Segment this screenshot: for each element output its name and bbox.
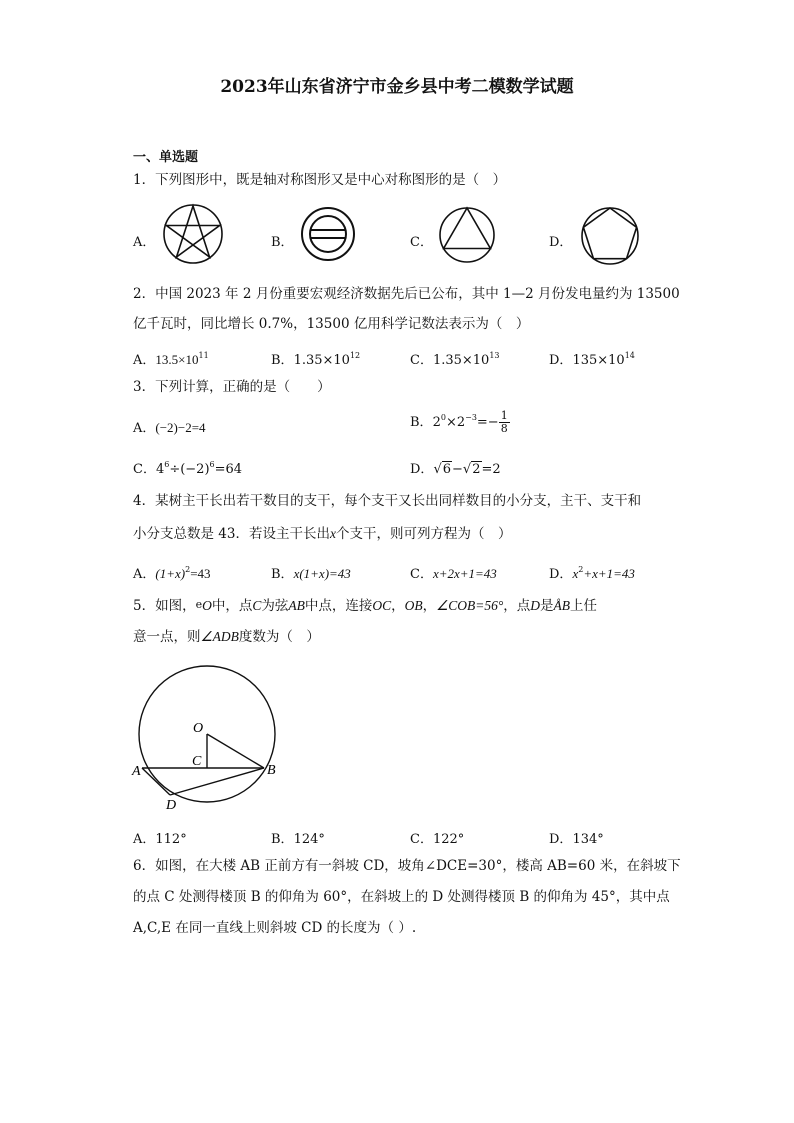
q3-option-c-p3: =64 [214, 462, 243, 477]
q6-stem-line-2: 的点 C 处测得楼顶 B 的仰角为 60°，在斜坡上的 D 处测得楼顶 B 的仰角为 45°，其中点 [133, 889, 670, 905]
q5-option-a-label: A． [133, 832, 156, 847]
q2-option-a-label: A． [133, 353, 156, 368]
q3-option-b-fraction [499, 410, 510, 435]
q4-option-c-label: C． [410, 567, 433, 582]
q5-angle-adb: ∠ADB [200, 629, 239, 644]
page-title: 2023年山东省济宁市金乡县中考二模数学试题 [220, 77, 574, 97]
sqrt-icon: √ [433, 462, 442, 477]
q3-option-c-label: C． [133, 462, 156, 477]
q5-s2: 中，点 [211, 598, 253, 614]
q5-option-c[interactable] [410, 828, 464, 847]
q4-option-a-label: A． [133, 567, 156, 582]
q3-option-d-label: D． [410, 462, 434, 477]
q1-figure-d-pentagon-in-circle [580, 206, 640, 266]
sqrt-icon: √ [462, 462, 472, 477]
q5-angle-cob: ∠COB=56° [436, 598, 504, 613]
q3-stem: 3．下列计算，正确的是（ ） [133, 379, 331, 395]
q2-option-c-base: 1.35×10 [432, 353, 490, 368]
q3-option-b-numerator: 1 [500, 409, 508, 422]
q5-segment-db [170, 768, 264, 795]
q4-option-c-pre: x+2x+1=43 [432, 566, 497, 581]
q4-option-d[interactable] [549, 563, 635, 582]
q3-option-d-minus: − [452, 462, 463, 477]
q3-option-d-radicand-2: 2 [472, 462, 481, 477]
q4-stem-line-2a: 小分支总数是 43．若设主干长出 [133, 526, 330, 542]
q3-option-a[interactable] [133, 417, 206, 436]
q5-label-c: C [192, 754, 202, 769]
q5-option-a[interactable] [133, 828, 187, 847]
q3-option-b-p2: ×2 [445, 415, 466, 431]
q3-option-b-p2exp: −3 [465, 413, 477, 423]
q5-stem-line-1 [133, 599, 597, 614]
q3-option-b[interactable] [410, 410, 510, 435]
q1-option-c-label[interactable]: C． [410, 235, 433, 250]
circle-symbol-icon: e [195, 598, 203, 611]
q4-stem-line-2 [133, 527, 511, 542]
q2-stem-line-1: 2．中国 2023 年 2 月份重要宏观经济数据先后已公布，其中 1—2 月份发电量约为 13500 [133, 286, 680, 302]
q5-segment-ob [207, 734, 264, 768]
q4-option-b-label: B． [271, 567, 294, 582]
q5-label-d: D [166, 798, 177, 813]
q2-option-d-label: D． [549, 353, 573, 368]
q2-option-c[interactable] [410, 349, 500, 368]
q4-option-b[interactable] [271, 563, 351, 582]
q5-option-b-label: B． [271, 832, 294, 847]
q2-option-d[interactable] [549, 349, 635, 368]
q3-option-d-radicand-1: 6 [442, 462, 452, 477]
q5-option-c-value: 122° [432, 832, 465, 847]
q4-option-d-label: D． [549, 567, 573, 582]
q3-option-b-label: B． [410, 415, 433, 431]
q4-option-b-pre: x(1+x)=43 [293, 566, 351, 581]
q2-option-b-base: 1.35×10 [293, 353, 350, 368]
q5-label-a: A [132, 764, 141, 779]
q4-option-a[interactable] [133, 563, 211, 582]
q3-option-a-label: A． [133, 421, 156, 436]
q3-option-c-p2: ÷(−2) [169, 462, 210, 477]
q5-label-b: B [267, 763, 276, 778]
q4-option-d-pre: x [572, 566, 579, 581]
q3-option-d-result: =2 [481, 462, 501, 477]
q2-option-d-exp: 14 [624, 351, 635, 360]
q1-option-a-label[interactable]: A． [133, 235, 156, 250]
q4-option-a-exp: 2 [185, 565, 191, 574]
q5-comma1: ， [391, 598, 405, 614]
q3-option-d[interactable] [410, 458, 501, 477]
q4-option-a-post: =43 [190, 566, 211, 581]
q3-option-a-expr: (−2)−2=4 [155, 420, 206, 435]
q1-option-b-label[interactable]: B． [271, 235, 294, 250]
q5-option-d-value: 134° [572, 832, 604, 847]
q5-s7: 上任 [570, 598, 598, 614]
q5-option-a-value: 112° [155, 832, 187, 847]
q5-line2a: 意一点，则 [133, 629, 201, 645]
q5-s3: 为弦 [261, 598, 289, 614]
q5-OC: OC [372, 598, 392, 613]
q4-option-d-exp: 2 [578, 565, 584, 574]
q4-stem-line-2b: 个支干，则可列方程为（ ） [335, 526, 512, 542]
q2-option-b-exp: 12 [349, 351, 361, 360]
q4-variable-x: x [329, 526, 336, 541]
q5-O: O [202, 598, 212, 613]
q1-stem: 1．下列图形中，既是轴对称图形又是中心对称图形的是（ ） [133, 172, 507, 188]
q5-option-b[interactable] [271, 828, 325, 847]
q3-option-c-p1: 4 [155, 462, 165, 477]
q2-option-d-base: 135×10 [572, 353, 625, 368]
q2-option-a-exp: 11 [198, 351, 209, 360]
q5-OB: OB [404, 598, 423, 613]
q6-stem-line-3: A,C,E 在同一直线上则斜坡 CD 的长度为（ ）. [133, 920, 417, 936]
q3-option-c-p1exp: 6 [164, 460, 170, 469]
q3-option-b-denominator: 8 [500, 422, 508, 436]
q5-AB: AB [288, 598, 305, 613]
q2-option-c-exp: 13 [489, 351, 500, 360]
q5-option-c-label: C． [410, 832, 433, 847]
q5-line2b: 度数为（ ） [238, 629, 320, 645]
q4-stem-line-1: 4．某树主干长出若干数目的支干，每个支干又长出同样数目的小分支，主干、支干和 [133, 493, 642, 509]
q6-stem-line-1: 6．如图，在大楼 AB 正前方有一斜坡 CD，坡角∠DCE=30°，楼高 AB=60 米，在斜坡下 [133, 858, 681, 874]
q3-option-b-p1: 2 [432, 415, 441, 431]
q5-s5: ，点 [503, 598, 531, 614]
q5-segment-ad [142, 768, 170, 795]
q1-figure-c-triangle-in-circle [438, 206, 496, 264]
q5-D: D [530, 598, 541, 613]
q5-arc-ab: ÅB [553, 598, 571, 613]
q5-option-d[interactable] [549, 828, 604, 847]
q3-option-c-p2exp: 6 [209, 460, 215, 469]
q5-stem-line-2 [133, 630, 320, 645]
q5-label-o: O [193, 721, 204, 736]
q1-option-d-label[interactable]: D． [549, 235, 573, 250]
q2-option-b-label: B． [271, 353, 294, 368]
q2-option-c-label: C． [410, 353, 433, 368]
q5-s4: 中点，连接 [304, 598, 373, 614]
section-heading: 一、单选题 [133, 150, 199, 165]
q5-geometry-figure [130, 660, 290, 820]
q4-option-d-post: +x+1=43 [583, 566, 635, 581]
q4-option-a-pre: (1+x) [155, 566, 186, 581]
q1-figure-a-star-in-circle [162, 203, 224, 265]
q3-option-b-p3: =− [476, 415, 499, 431]
q5-C: C [252, 598, 262, 613]
q2-option-a[interactable] [133, 349, 209, 368]
q5-s6: 是 [540, 598, 554, 614]
q5-s1: 5．如图， [133, 598, 196, 614]
q4-option-c[interactable] [410, 563, 497, 582]
q2-option-b[interactable] [271, 349, 360, 368]
q5-option-b-value: 124° [293, 832, 325, 847]
q2-option-a-base: 13.5×10 [155, 352, 199, 367]
q3-option-b-p1exp: 0 [440, 413, 446, 423]
q5-comma2: ， [422, 598, 437, 614]
q2-stem-line-2: 亿千瓦时，同比增长 0.7%，13500 亿用科学记数法表示为（ ） [133, 316, 530, 332]
q5-option-d-label: D． [549, 832, 573, 847]
q1-figure-b-bars-in-double-circle [300, 206, 356, 262]
q3-option-c[interactable] [133, 458, 242, 477]
